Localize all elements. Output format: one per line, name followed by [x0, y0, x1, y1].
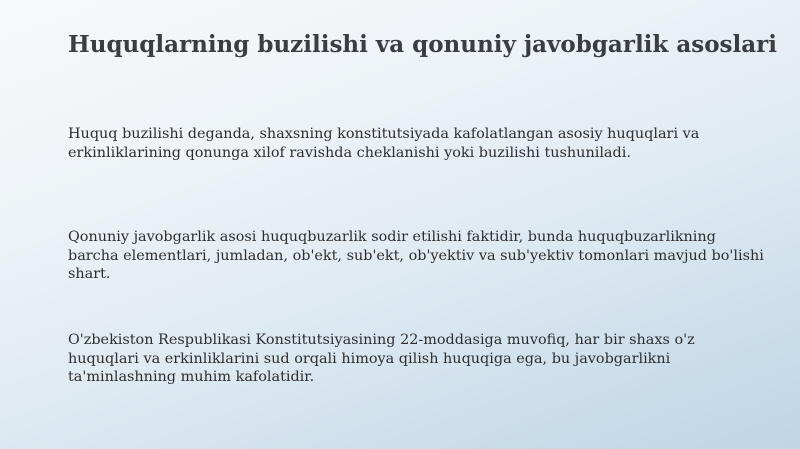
- paragraph-rights-violation: Huquq buzilishi deganda, shaxsning konstitutsiyada kafolatlangan asosiy huquqlari va erkinliklarining qonunga xilof ravishda cheklanishi yoki buzilishi tushuniladi.: [68, 126, 700, 161]
- slide-title: Huquqlarning buzilishi va qonuniy javobgarlik asoslari: [68, 31, 778, 58]
- paragraph-constitution-article: O'zbekiston Respublikasi Konstitutsiyasining 22-moddasiga muvofiq, har bir shaxs o'z huquqlari va erkinliklarini sud orqali himoya qilish huquqiga ega, bu javobgarlikni ta'minlashning muhim kafolatidir.: [68, 332, 695, 385]
- paragraph-liability-basis: Qonuniy javobgarlik asosi huquqbuzarlik sodir etilishi faktidir, bunda huquqbuzarlikning barcha elementlari, jumladan, ob'ekt, sub'ekt, ob'yektiv va sub'yektiv tomonlari mavjud bo'lishi shart.: [68, 229, 764, 282]
